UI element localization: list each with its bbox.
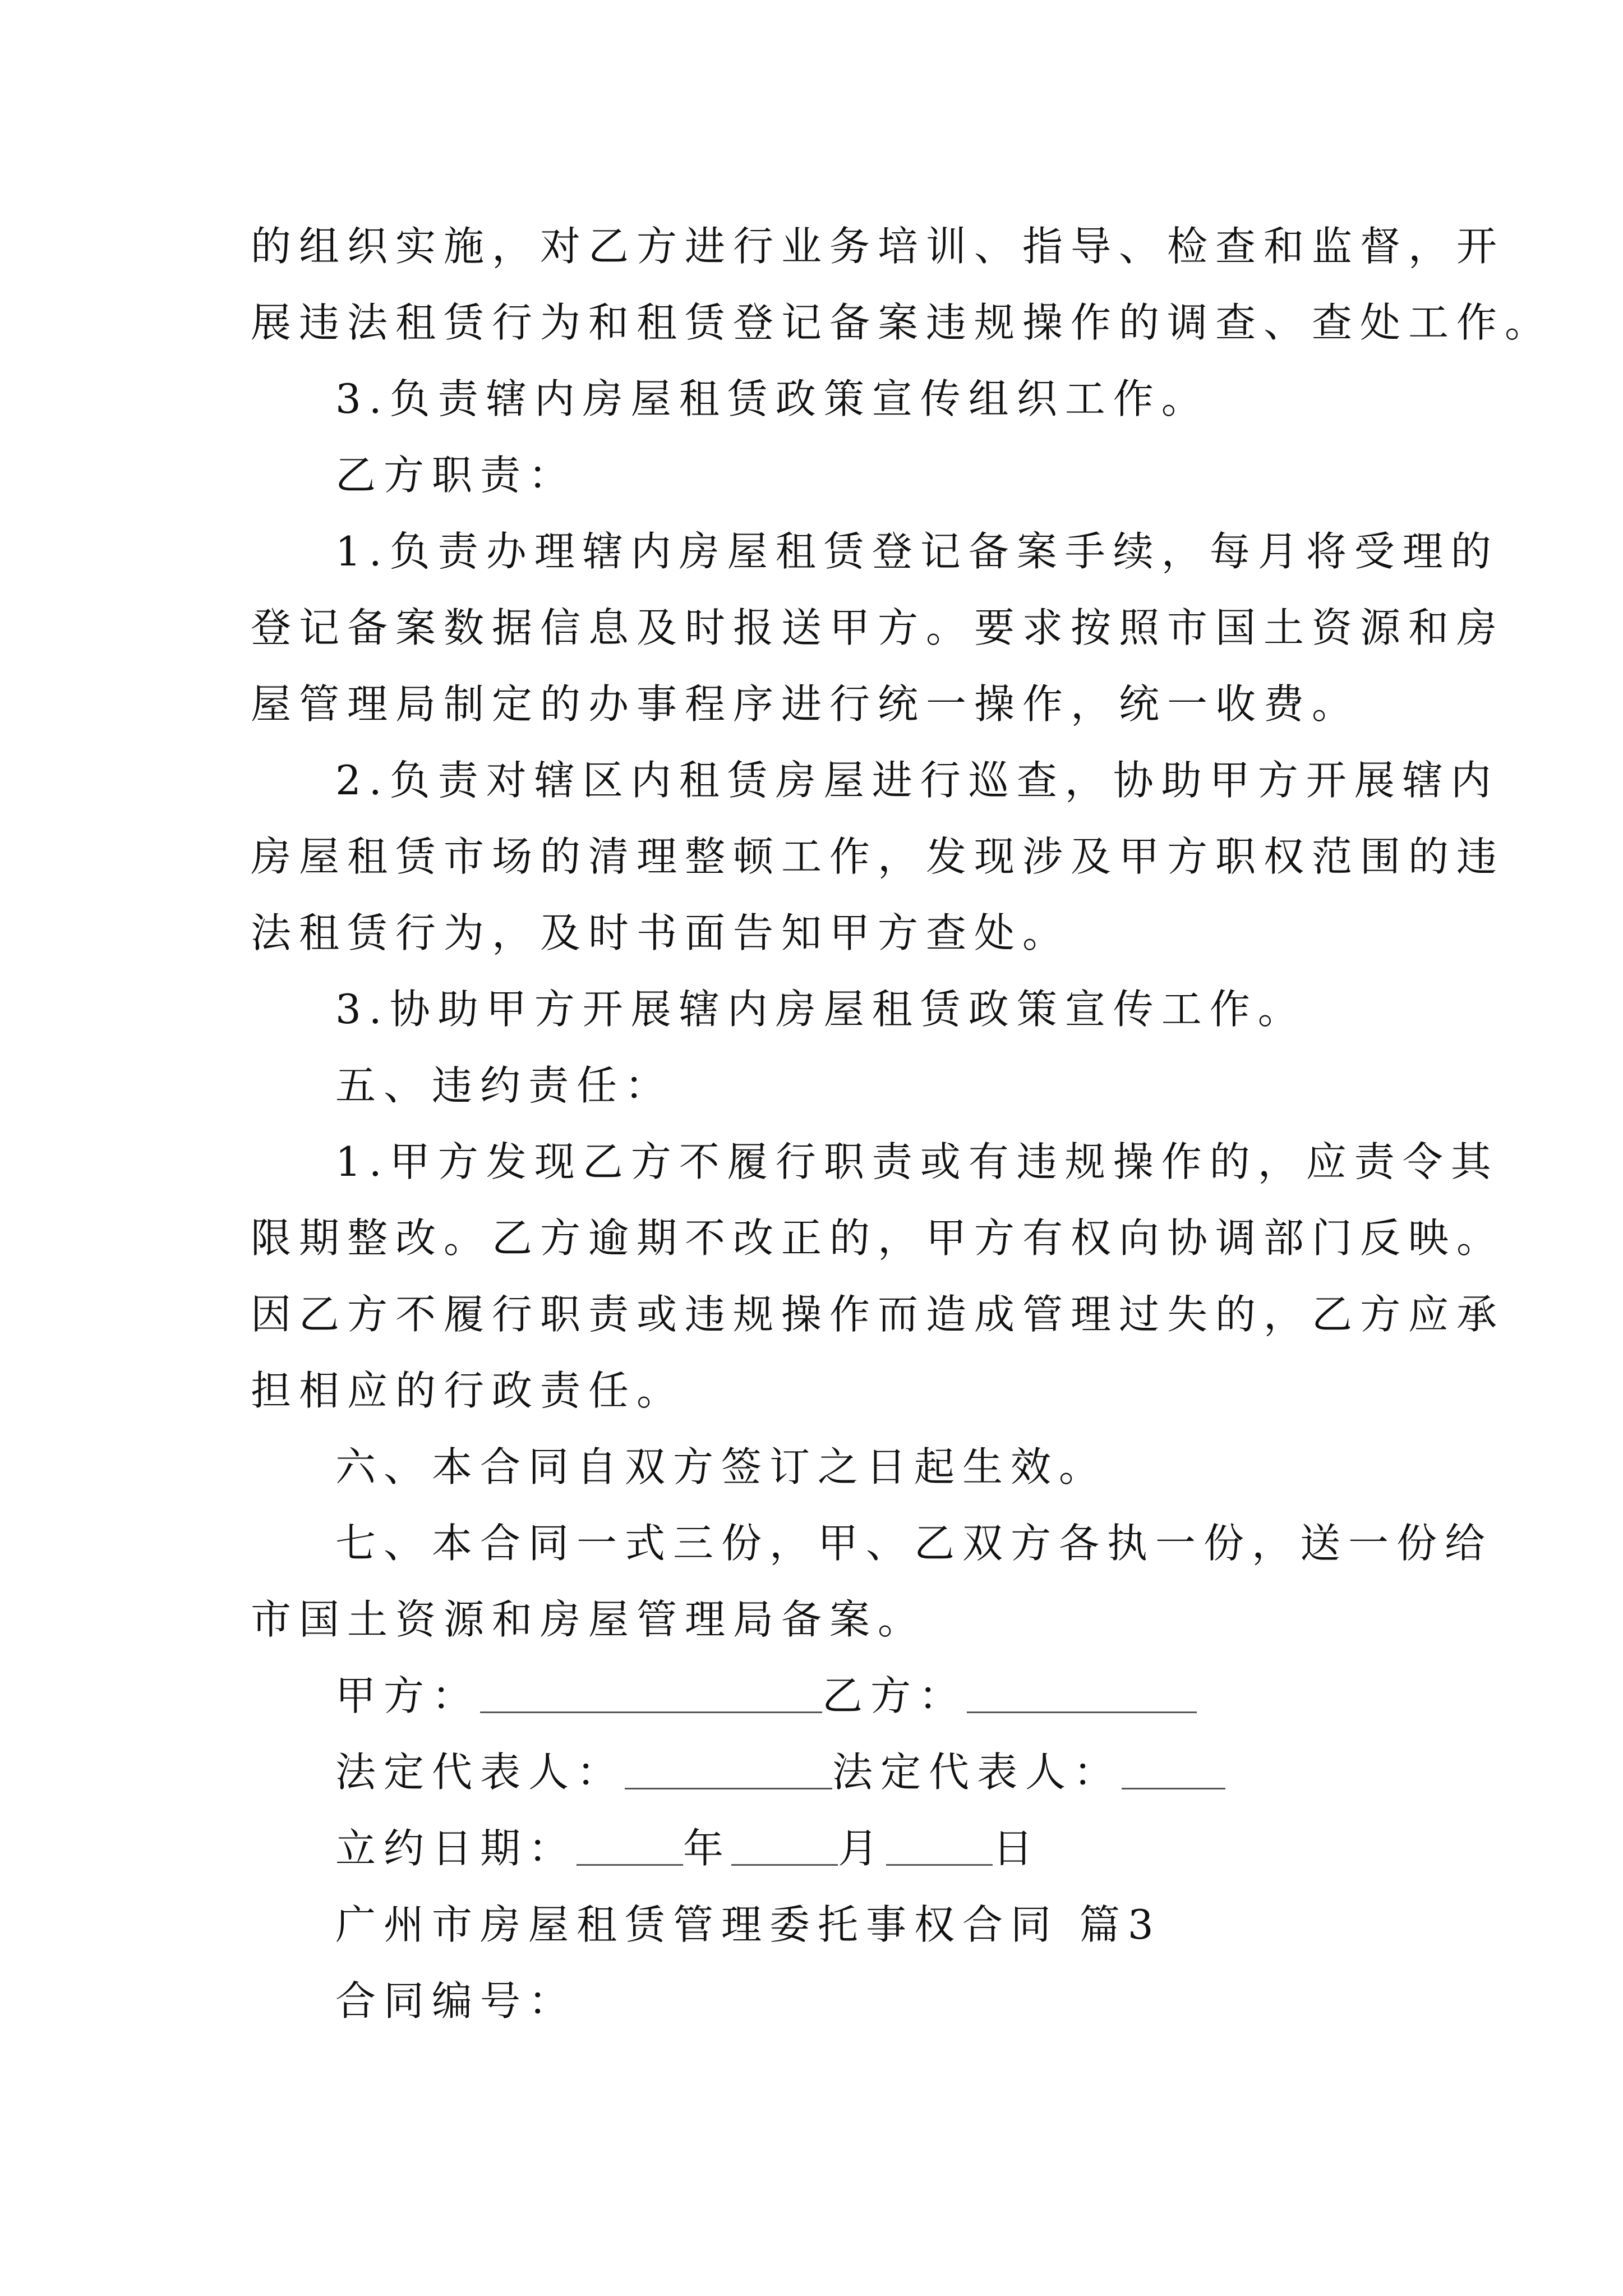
section-heading: 乙方职责： <box>335 452 577 499</box>
paragraph-line: 担相应的行政责任。 <box>251 1367 685 1414</box>
paragraph-line: 因乙方不履行职责或违规操作而造成管理过失的，乙方应承 <box>251 1291 1505 1338</box>
day-label: 日 <box>993 1825 1041 1872</box>
contract-number-label: 合同编号： <box>335 1977 577 2024</box>
next-contract-title: 广州市房屋租赁管理委托事权合同 篇3 <box>335 1901 1161 1948</box>
signature-reps-row <box>335 1745 1225 1799</box>
party-b-label: 乙方： <box>822 1672 967 1719</box>
section-heading: 五、违约责任： <box>335 1062 674 1109</box>
month-label: 月 <box>838 1825 887 1872</box>
year-label: 年 <box>683 1825 732 1872</box>
rep-a-blank <box>625 1753 832 1789</box>
month-blank <box>731 1829 838 1866</box>
day-blank <box>886 1829 993 1866</box>
paragraph-line: 1.负责办理辖内房屋租赁登记备案手续，每月将受理的 <box>335 528 1499 575</box>
rep-b-label: 法定代表人： <box>832 1749 1122 1796</box>
paragraph-line: 房屋租赁市场的清理整顿工作，发现涉及甲方职权范围的违 <box>251 833 1505 880</box>
paragraph-line: 3.协助甲方开展辖内房屋租赁政策宣传工作。 <box>335 986 1306 1033</box>
paragraph-line: 法租赁行为，及时书面告知甲方查处。 <box>251 909 1071 956</box>
signature-parties-row <box>335 1669 1197 1723</box>
paragraph-line: 2.负责对辖区内租赁房屋进行巡查，协助甲方开展辖内 <box>335 757 1499 804</box>
party-a-label: 甲方： <box>335 1672 481 1719</box>
year-blank <box>577 1829 683 1866</box>
party-b-blank <box>967 1677 1197 1713</box>
rep-b-blank <box>1122 1753 1225 1789</box>
rep-a-label: 法定代表人： <box>335 1749 625 1796</box>
paragraph-line: 六、本合同自双方签订之日起生效。 <box>335 1443 1108 1490</box>
paragraph-line: 市国土资源和房屋管理局备案。 <box>251 1596 926 1643</box>
paragraph-line: 1.甲方发现乙方不履行职责或有违规操作的，应责令其 <box>335 1138 1499 1185</box>
paragraph-line: 展违法租赁行为和租赁登记备案违规操作的调查、查处工作。 <box>251 299 1553 346</box>
date-label: 立约日期： <box>335 1825 577 1872</box>
paragraph-line: 七、本合同一式三份，甲、乙双方各执一份，送一份给 <box>335 1520 1493 1567</box>
paragraph-line: 屋管理局制定的办事程序进行统一操作，统一收费。 <box>251 680 1361 728</box>
party-a-blank <box>480 1677 822 1713</box>
signature-date-row <box>335 1821 1041 1875</box>
paragraph-line: 的组织实施，对乙方进行业务培训、指导、检查和监督，开 <box>251 223 1505 270</box>
paragraph-line: 限期整改。乙方逾期不改正的，甲方有权向协调部门反映。 <box>251 1214 1505 1262</box>
paragraph-line: 3.负责辖内房屋租赁政策宣传组织工作。 <box>335 375 1210 422</box>
paragraph-line: 登记备案数据信息及时报送甲方。要求按照市国土资源和房 <box>251 604 1505 651</box>
